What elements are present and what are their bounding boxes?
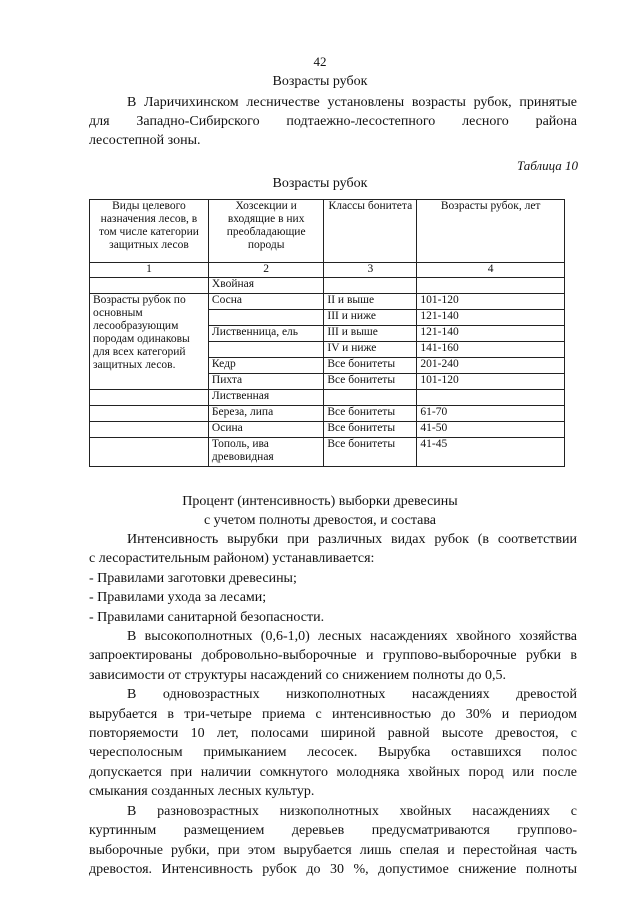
species-cell: Береза, липа — [208, 406, 323, 422]
intro-paragraph — [89, 93, 577, 150]
heading-line: с учетом полноты древостоя, и состава — [203, 513, 437, 528]
bonitet-cell: Все бонитеты — [324, 374, 417, 390]
age-cell — [417, 390, 565, 406]
body-line: допускается при наличии сомкнутого молодняка хвойных пород или после — [89, 764, 577, 780]
category-empty-cell — [90, 278, 209, 294]
category-empty-cell — [90, 422, 209, 438]
header-cell: Возрасты рубок, лет — [417, 200, 565, 263]
age-cell: 121-140 — [417, 310, 565, 326]
column-number: 2 — [208, 263, 323, 278]
bonitet-cell: Все бонитеты — [324, 358, 417, 374]
section-heading — [0, 492, 640, 530]
age-cell: 61-70 — [417, 406, 565, 422]
body-line: с лесорастительным районом) устанавливается: — [89, 551, 375, 567]
species-cell: Лиственница, ель — [208, 326, 323, 342]
page-number: 42 — [313, 54, 327, 69]
body-line: смыкания созданных лесных культур. — [89, 784, 315, 800]
table-header-row — [90, 200, 565, 263]
bonitet-cell — [324, 390, 417, 406]
species-cell: Кедр — [208, 358, 323, 374]
category-empty-cell — [90, 406, 209, 422]
body-line: - Правилами заготовки древесины; — [89, 570, 297, 586]
body-line: выборочные рубки, при этом вырубается лишь спелая и перестойная часть — [89, 842, 577, 858]
species-cell: Пихта — [208, 374, 323, 390]
age-cell: 201-240 — [417, 358, 565, 374]
header-cell: Виды целевого назначения лесов, в том числе категории защитных лесов — [90, 200, 209, 263]
body-line: древостоя. Интенсивность рубок до 30 %, допустимое снижение полноты — [89, 861, 577, 877]
body-line: зависимости от структуры насаждений со снижением полноты до 0,5. — [89, 667, 507, 683]
section-title: Возрасты рубок — [272, 74, 368, 89]
column-number: 3 — [324, 263, 417, 278]
table-row — [90, 438, 565, 467]
species-cell: Осина — [208, 422, 323, 438]
body-text — [89, 530, 577, 879]
heading-line: Процент (интенсивность) выборки древесины — [182, 494, 458, 509]
intro-line: лесостепной зоны. — [89, 133, 201, 148]
body-line: Интенсивность вырубки при различных видах рубок (в соответствии — [127, 532, 577, 547]
age-cell: 41-50 — [417, 422, 565, 438]
intro-line: В Ларичихинском лесничестве установлены возрасты рубок, принятые — [127, 95, 577, 110]
body-line: вырубается в три-четыре приема с интенсивностью до 30% и периодом — [89, 706, 577, 722]
species-cell: Лиственная — [208, 390, 323, 406]
species-cell: Хвойная — [208, 278, 323, 294]
species-cell — [208, 342, 323, 358]
body-line: В высокополнотных (0,6-1,0) лесных насаждениях хвойного хозяйства — [127, 629, 577, 645]
bonitet-cell: III и выше — [324, 326, 417, 342]
body-line: повторяемости 10 лет, полосами шириной равной высоте древостоя, с — [89, 726, 577, 742]
table-caption: Таблица 10 — [516, 158, 578, 173]
intro-line: для Западно-Сибирского подтаежно-лесостепного лесного района — [89, 114, 577, 129]
bonitet-cell: Все бонитеты — [324, 406, 417, 422]
species-cell: Тополь, ива древовидная — [208, 438, 323, 467]
cutting-age-table — [89, 199, 565, 467]
body-line: запроектированы добровольно-выборочные и группово-выборочные рубки в — [89, 648, 577, 664]
bonitet-cell: Все бонитеты — [324, 438, 417, 467]
category-empty-cell — [90, 438, 209, 467]
column-number-row — [90, 263, 565, 278]
species-cell: Сосна — [208, 294, 323, 310]
species-cell — [208, 310, 323, 326]
age-cell: 41-45 — [417, 438, 565, 467]
table-row — [90, 278, 565, 294]
bonitet-cell: IV и ниже — [324, 342, 417, 358]
age-cell: 101-120 — [417, 374, 565, 390]
table-row — [90, 406, 565, 422]
bonitet-cell — [324, 278, 417, 294]
age-cell: 141-160 — [417, 342, 565, 358]
body-line: куртинным размещением деревьев предусматриваются группово- — [89, 823, 577, 839]
age-cell: 101-120 — [417, 294, 565, 310]
table-title: Возрасты рубок — [272, 176, 368, 191]
table-row — [90, 294, 565, 310]
bonitet-cell: III и ниже — [324, 310, 417, 326]
table-row — [90, 390, 565, 406]
table-row — [90, 422, 565, 438]
header-cell: Классы бонитета — [324, 200, 417, 263]
bonitet-cell: Все бонитеты — [324, 422, 417, 438]
bonitet-cell: II и выше — [324, 294, 417, 310]
header-cell: Хозсекции и входящие в них преобладающие породы — [208, 200, 323, 263]
body-line: чересполосным примыканием лесосек. Вырубка оставшихся полос — [89, 745, 577, 761]
body-line: В одновозрастных низкополнотных насаждениях древостой — [127, 687, 577, 703]
column-number: 1 — [90, 263, 209, 278]
body-line: - Правилами санитарной безопасности. — [89, 609, 325, 625]
body-line: - Правилами ухода за лесами; — [89, 590, 267, 606]
age-cell: 121-140 — [417, 326, 565, 342]
category-cell: Возрасты рубок по основным лесообразующим породам одинаковы для всех категорий защитных лесов. — [90, 294, 209, 390]
body-line: В разновозрастных низкополнотных хвойных насаждениях с — [127, 803, 577, 819]
age-cell — [417, 278, 565, 294]
column-number: 4 — [417, 263, 565, 278]
category-empty-cell — [90, 390, 209, 406]
